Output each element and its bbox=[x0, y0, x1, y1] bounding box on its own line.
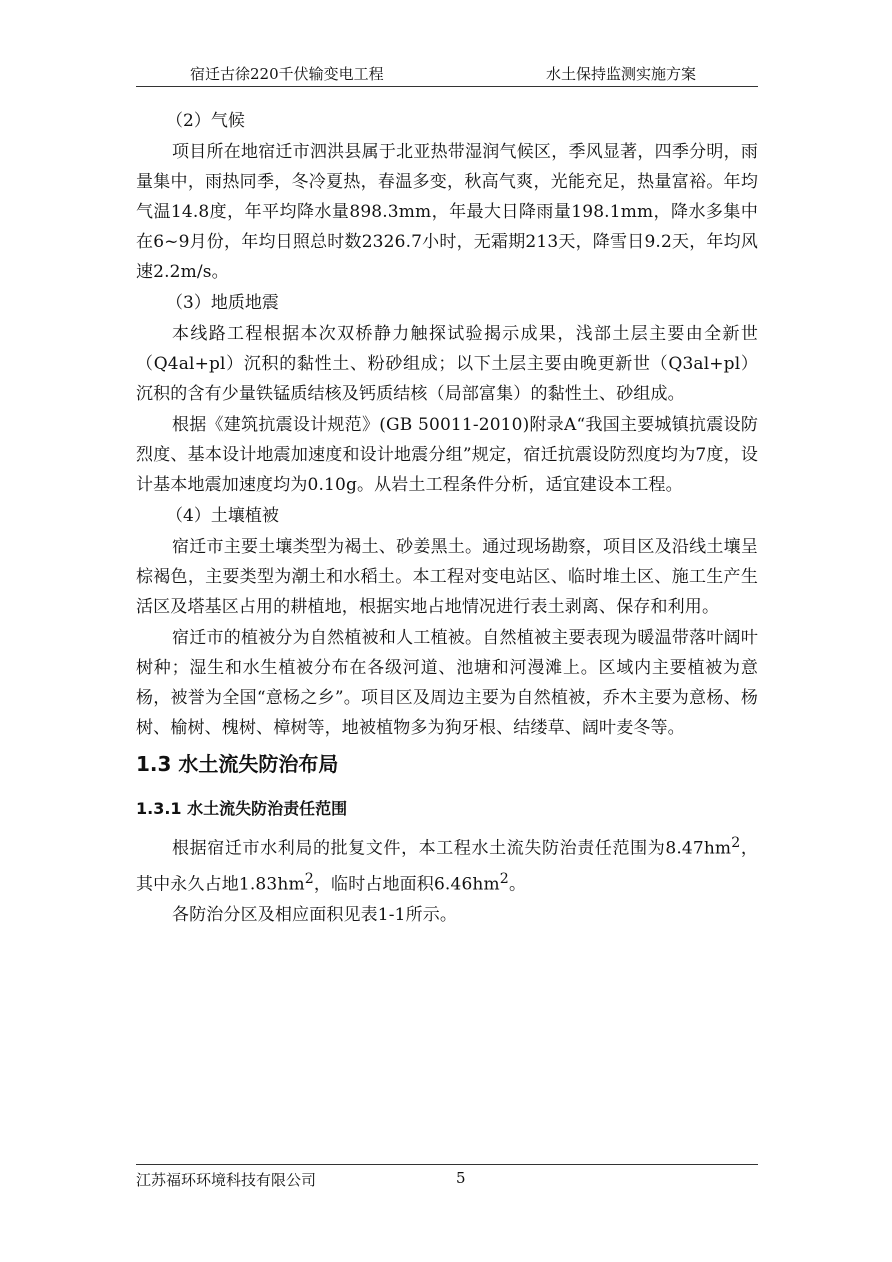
page-footer bbox=[136, 1164, 758, 1195]
responsibility-scope-paragraph bbox=[136, 828, 758, 899]
subsection-heading: 1.3.1 水土流失防治责任范围 bbox=[136, 799, 348, 818]
page-header bbox=[136, 63, 758, 87]
scope-text-2: ，其中永久占地1.83hm bbox=[136, 838, 758, 895]
section-heading: 1.3 水土流失防治布局 bbox=[136, 752, 339, 776]
soil-heading: （4）土壤植被 bbox=[166, 506, 279, 526]
header-project-title: 宿迁古徐220千伏输变电工程 bbox=[190, 65, 384, 83]
geology-paragraph-1: 本线路工程根据本次双桥静力触探试验揭示成果，浅部土层主要由全新世（Q4al+pl）沉积的黏性土、粉砂组成；以下土层主要由晚更新世（Q3al+pl）沉积的含有少量铁锰质结核及钙质结核（局部富集）的黏性土、砂组成。 bbox=[136, 324, 758, 404]
table-reference-paragraph: 各防治分区及相应面积见表1-1所示。 bbox=[172, 905, 458, 926]
soil-paragraph-1: 宿迁市主要土壤类型为褐土、砂姜黑土。通过现场勘察，项目区及沿线土壤呈棕褐色，主要类型为潮土和水稻土。本工程对变电站区、临时堆土区、施工生产生活区及塔基区占用的耕植地，根据实地占地情况进行表土剥离、保存和利用。 bbox=[136, 537, 758, 617]
geology-heading: （3）地质地震 bbox=[166, 293, 279, 313]
page-content bbox=[136, 106, 758, 931]
unit-superscript: 2 bbox=[731, 835, 741, 851]
unit-superscript: 2 bbox=[499, 870, 509, 887]
scope-text-3: ，临时占地面积6.46hm bbox=[313, 874, 500, 895]
page-number: 5 bbox=[456, 1169, 466, 1187]
climate-heading: （2）气候 bbox=[166, 111, 245, 131]
header-document-title: 水土保持监测实施方案 bbox=[546, 65, 697, 83]
scope-text-4: 。 bbox=[508, 874, 527, 895]
scope-text-1: 根据宿迁市水利局的批复文件，本工程水土流失防治责任范围为8.47hm bbox=[172, 838, 732, 859]
footer-company: 江苏福环环境科技有限公司 bbox=[136, 1171, 317, 1189]
geology-paragraph-2: 根据《建筑抗震设计规范》(GB 50011-2010)附录A“我国主要城镇抗震设防烈度、基本设计地震加速度和设计地震分组”规定，宿迁抗震设防烈度均为7度，设计基本地震加速度均为0.10g。从岩土工程条件分析，适宜建设本工程。 bbox=[136, 415, 758, 495]
unit-superscript: 2 bbox=[304, 870, 314, 887]
vegetation-paragraph: 宿迁市的植被分为自然植被和人工植被。自然植被主要表现为暖温带落叶阔叶树种；湿生和水生植被分布在各级河道、池塘和河漫滩上。区域内主要植被为意杨，被誉为全国“意杨之乡”。项目区及周边主要为自然植被，乔木主要为意杨、杨树、榆树、槐树、樟树等，地被植物多为狗牙根、结缕草、阔叶麦冬等。 bbox=[136, 628, 758, 738]
climate-paragraph: 项目所在地宿迁市泗洪县属于北亚热带湿润气候区，季风显著，四季分明，雨量集中，雨热同季，冬冷夏热，春温多变，秋高气爽，光能充足，热量富裕。年均气温14.8度，年平均降水量898.3mm，年最大日降雨量198.1mm，降水多集中在6~9月份，年均日照总时数2326.7小时，无霜期213天，降雪日9.2天，年均风速2.2m/s。 bbox=[136, 142, 758, 282]
